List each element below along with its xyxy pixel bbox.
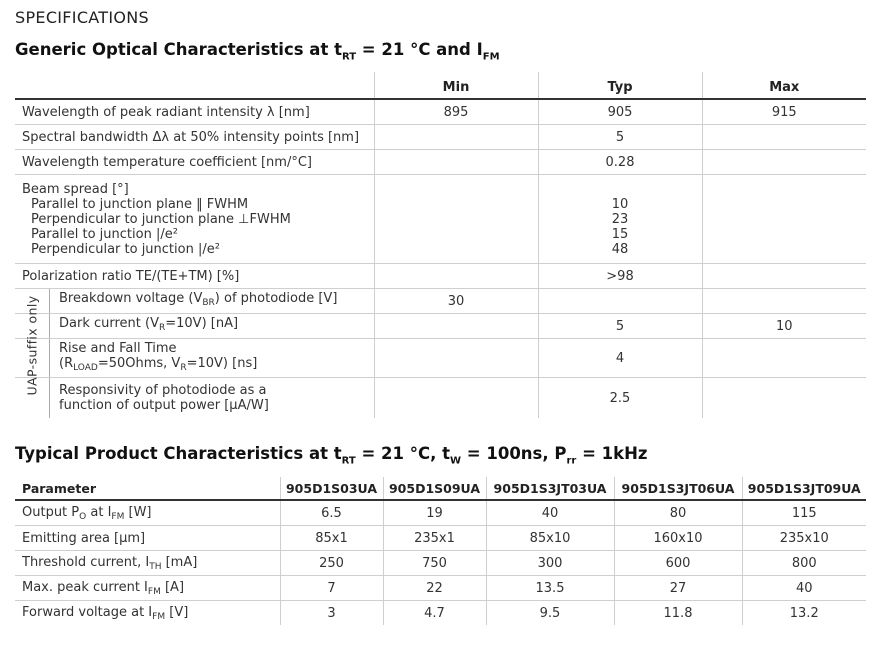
beam-sub-parallel-e2: Parallel to junction |/e² <box>31 226 178 242</box>
beam-spread-row <box>15 175 866 264</box>
cell-value: 6.5 <box>280 500 383 526</box>
min-value <box>374 150 538 175</box>
param-label: Emitting area [µm] <box>15 526 280 551</box>
uap-label-cell <box>15 289 374 314</box>
uap-suffix-label: UAP-suffix only <box>24 295 40 395</box>
dark-current-label: Dark current $(V_R=10V)$ [nA] <box>59 316 239 333</box>
row-label: Wavelength temperature coefficient [nm/°C] <box>15 150 374 175</box>
param-label: Threshold current, $I_{TH}$ [mA] <box>15 551 280 576</box>
cell-value: 750 <box>383 551 486 576</box>
header-min: Min <box>374 72 538 99</box>
table-row <box>15 99 866 125</box>
min-value <box>374 264 538 289</box>
max-value <box>702 264 866 289</box>
cell-value: 19 <box>383 500 486 526</box>
cell-value: 250 <box>280 551 383 576</box>
typ-value: 4 <box>538 339 702 378</box>
min-value <box>374 125 538 150</box>
cell-value: 235x1 <box>383 526 486 551</box>
product-characteristics-table <box>15 477 866 625</box>
beam-spread-labels <box>15 175 374 264</box>
typ-value: 0.28 <box>538 150 702 175</box>
header-model: 905D1S03UA <box>280 477 383 500</box>
min-value <box>374 314 538 339</box>
beam-spread-label: Beam spread [°] <box>22 181 129 197</box>
table-row <box>15 150 866 175</box>
responsivity-label: Responsivity of photodiode as a function of output power [µA/W] <box>59 383 269 413</box>
min-value <box>374 175 538 264</box>
param-label: Forward voltage at $I_{FM}$ [V] <box>22 604 189 622</box>
beam-sub-parallel-fwhm: Parallel to junction plane ‖ FWHM <box>31 196 249 212</box>
cell-value: 85x10 <box>486 526 614 551</box>
typ-value: 15 <box>611 226 629 242</box>
max-value <box>702 289 866 314</box>
row-label: Spectral bandwidth Δλ at 50% intensity points [nm] <box>15 125 374 150</box>
table-row <box>15 500 866 526</box>
typ-value: 10 <box>611 196 629 212</box>
cell-value: 80 <box>614 500 742 526</box>
dark-current-row <box>15 314 866 339</box>
polarization-row <box>15 264 866 289</box>
table-row <box>15 526 866 551</box>
rise-fall-time-row <box>15 339 866 378</box>
cell-value: 115 <box>742 500 866 526</box>
typ-value: 48 <box>611 241 629 257</box>
max-value <box>702 150 866 175</box>
typ-value: 5 <box>538 314 702 339</box>
uap-label-cell <box>15 339 374 378</box>
header-parameter <box>15 72 374 99</box>
header-model: 905D1S3JT09UA <box>742 477 866 500</box>
cell-value: 3 <box>280 601 383 626</box>
cell-value: 13.5 <box>486 576 614 601</box>
header-model: 905D1S3JT06UA <box>614 477 742 500</box>
optical-characteristics-table <box>15 72 866 418</box>
cell-value: 160x10 <box>614 526 742 551</box>
max-value <box>702 378 866 419</box>
typ-value: 23 <box>611 211 629 227</box>
cell-value: 85x1 <box>280 526 383 551</box>
typ-value: 905 <box>538 99 702 125</box>
header-max: Max <box>702 72 866 99</box>
max-value <box>702 175 866 264</box>
table-row <box>15 601 866 626</box>
product-section-title: Typical Product Characteristics at $t_{RT} = 21$ °C, $t_W = 100ns$, $P_{rr} = 1kHz$ <box>15 444 648 467</box>
max-value <box>702 339 866 378</box>
cell-value: 40 <box>486 500 614 526</box>
table-row <box>15 125 866 150</box>
beam-sub-perpendicular-fwhm: Perpendicular to junction plane ⊥FWHM <box>31 211 291 227</box>
cell-value: 600 <box>614 551 742 576</box>
responsivity-row <box>15 378 866 419</box>
rise-fall-time-label: Rise and Fall Time ($R_{LOAD}=50Ohms$, $V_R=10V$) [ns] <box>59 340 258 373</box>
min-value <box>374 339 538 378</box>
min-value: 895 <box>374 99 538 125</box>
cell-value: 9.5 <box>486 601 614 626</box>
table-row <box>15 551 866 576</box>
row-label: Wavelength of peak radiant intensity λ [nm] <box>15 99 374 125</box>
cell-value: 27 <box>614 576 742 601</box>
header-model: 905D1S09UA <box>383 477 486 500</box>
cell-value: 13.2 <box>742 601 866 626</box>
param-label: Output $P_O$ at $I_{FM}$ [W] <box>15 500 280 526</box>
cell-value: 22 <box>383 576 486 601</box>
typ-value: 2.5 <box>538 378 702 419</box>
header-typ: Typ <box>538 72 702 99</box>
min-value: 30 <box>374 289 538 314</box>
breakdown-voltage-label: Breakdown voltage $(V_{BR})$ of photodiode [V] <box>59 291 338 308</box>
cell-value: 300 <box>486 551 614 576</box>
max-value: 10 <box>702 314 866 339</box>
typ-value: >98 <box>538 264 702 289</box>
optical-section-title: Generic Optical Characteristics at $t_{RT} = 21$ °C and $I_{FM}$ <box>15 40 500 63</box>
typ-value: 5 <box>538 125 702 150</box>
cell-value: 40 <box>742 576 866 601</box>
row-label: Polarization ratio TE/(TE+TM) [%] <box>15 264 374 289</box>
header-model: 905D1S3JT03UA <box>486 477 614 500</box>
typ-value <box>538 289 702 314</box>
table-row <box>15 576 866 601</box>
max-value: 915 <box>702 99 866 125</box>
beam-typ-values <box>538 175 702 264</box>
cell-value: 7 <box>280 576 383 601</box>
max-value <box>702 125 866 150</box>
breakdown-voltage-row <box>15 289 866 314</box>
beam-sub-perpendicular-e2: Perpendicular to junction |/e² <box>31 241 220 257</box>
uap-label-cell <box>15 378 374 419</box>
cell-value: 4.7 <box>383 601 486 626</box>
uap-label-cell <box>15 314 374 339</box>
page-heading: SPECIFICATIONS <box>15 8 150 27</box>
header-parameter: Parameter <box>15 477 280 500</box>
cell-value: 800 <box>742 551 866 576</box>
min-value <box>374 378 538 419</box>
cell-value: 11.8 <box>614 601 742 626</box>
param-label: Max. peak current $I_{FM}$ [A] <box>15 576 280 601</box>
cell-value: 235x10 <box>742 526 866 551</box>
